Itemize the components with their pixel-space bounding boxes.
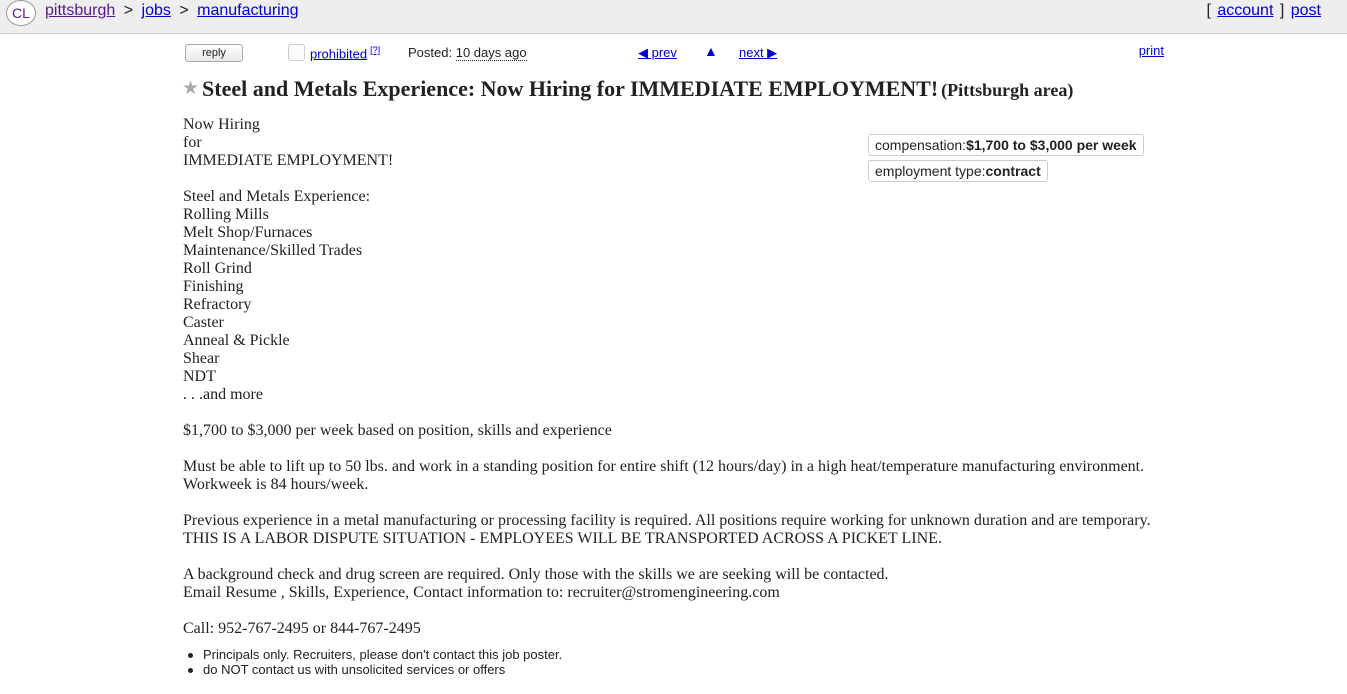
attr-label: compensation: <box>875 137 967 153</box>
breadcrumb-separator: > <box>179 2 189 19</box>
attr-value: contract <box>985 163 1041 179</box>
dispute-line: THIS IS A LABOR DISPUTE SITUATION - EMPLOYEES WILL BE TRANSPORTED ACROSS A PICKET LINE. <box>183 530 942 547</box>
breadcrumb-pittsburgh[interactable]: pittsburgh <box>45 2 116 19</box>
post-link[interactable]: post <box>1290 2 1321 19</box>
flag-checkbox[interactable] <box>288 44 305 61</box>
global-header <box>0 0 1347 34</box>
title-text: Steel and Metals Experience: Now Hiring for IMMEDIATE EMPLOYMENT! <box>202 76 939 101</box>
pay-line: $1,700 to $3,000 per week based on position, skills and experience <box>183 422 612 439</box>
posted-time: 10 days ago <box>455 45 527 60</box>
posted-label: Posted: <box>408 45 453 60</box>
experience-item: . . .and more <box>183 386 263 403</box>
breadcrumb-manufacturing[interactable]: manufacturing <box>197 2 299 19</box>
bracket-close: ] <box>1279 2 1285 19</box>
posted-date <box>408 45 527 60</box>
notices-list <box>185 647 562 677</box>
breadcrumb-jobs[interactable]: jobs <box>141 2 171 19</box>
breadcrumb-separator: > <box>123 2 134 19</box>
notice-item: do NOT contact us with unsolicited services or offers <box>185 662 562 677</box>
flag-prohibited <box>310 45 380 61</box>
posting-title <box>182 76 1073 102</box>
body-line: Now Hiring <box>183 116 260 133</box>
dispute-line: Previous experience in a metal manufacturing or processing facility is required. All positions require working for unknown duration and are temporary. <box>183 512 1151 529</box>
body-line: IMMEDIATE EMPLOYMENT! <box>183 152 394 169</box>
prev-link[interactable]: ◀ prev <box>638 45 677 60</box>
call-line: Call: 952-767-2495 or 844-767-2495 <box>183 620 421 637</box>
print-link[interactable]: print <box>1138 43 1164 58</box>
experience-item: Maintenance/Skilled Trades <box>183 242 363 259</box>
attr-value: $1,700 to $3,000 per week <box>966 137 1137 153</box>
contact-line: Email Resume , Skills, Experience, Contact information to: recruiter@stromengineering.com <box>183 584 780 601</box>
experience-item: Melt Shop/Furnaces <box>183 224 313 241</box>
bracket-open: [ <box>1206 2 1211 19</box>
contact-line: A background check and drug screen are required. Only those with the skills we are seeking will be contacted. <box>183 566 889 583</box>
next-link[interactable]: next ▶ <box>739 45 778 60</box>
requirements-line: Workweek is 84 hours/week. <box>183 476 369 493</box>
experience-item: Caster <box>183 314 224 331</box>
experience-item: NDT <box>183 368 216 385</box>
flag-help-link[interactable]: [?] <box>370 45 381 55</box>
user-links <box>1206 2 1323 20</box>
experience-item: Rolling Mills <box>183 206 269 223</box>
experience-item: Refractory <box>183 296 252 313</box>
account-link[interactable]: account <box>1217 2 1274 19</box>
breadcrumb <box>45 2 299 20</box>
title-location: (Pittsburgh area) <box>941 80 1074 100</box>
posting-body <box>183 116 1183 638</box>
experience-heading: Steel and Metals Experience: <box>183 188 371 205</box>
prohibited-link[interactable]: prohibited <box>310 46 368 62</box>
experience-item: Anneal & Pickle <box>183 332 290 349</box>
notice-item: Principals only. Recruiters, please don't contact this job poster. <box>185 647 562 662</box>
requirements-line: Must be able to lift up to 50 lbs. and work in a standing position for entire shift (12 hours/day) in a high heat/temperature manufacturing environment. <box>183 458 1145 475</box>
reply-button[interactable]: reply <box>185 44 243 62</box>
body-line: for <box>183 134 202 151</box>
star-icon[interactable]: ★ <box>182 78 200 99</box>
attr-label: employment type: <box>875 163 986 179</box>
experience-item: Finishing <box>183 278 244 295</box>
craigslist-logo[interactable]: CL <box>6 0 36 26</box>
post-toolbar <box>184 42 1164 66</box>
experience-item: Roll Grind <box>183 260 252 277</box>
experience-item: Shear <box>183 350 220 367</box>
up-arrow-icon[interactable]: ▲ <box>704 43 718 59</box>
